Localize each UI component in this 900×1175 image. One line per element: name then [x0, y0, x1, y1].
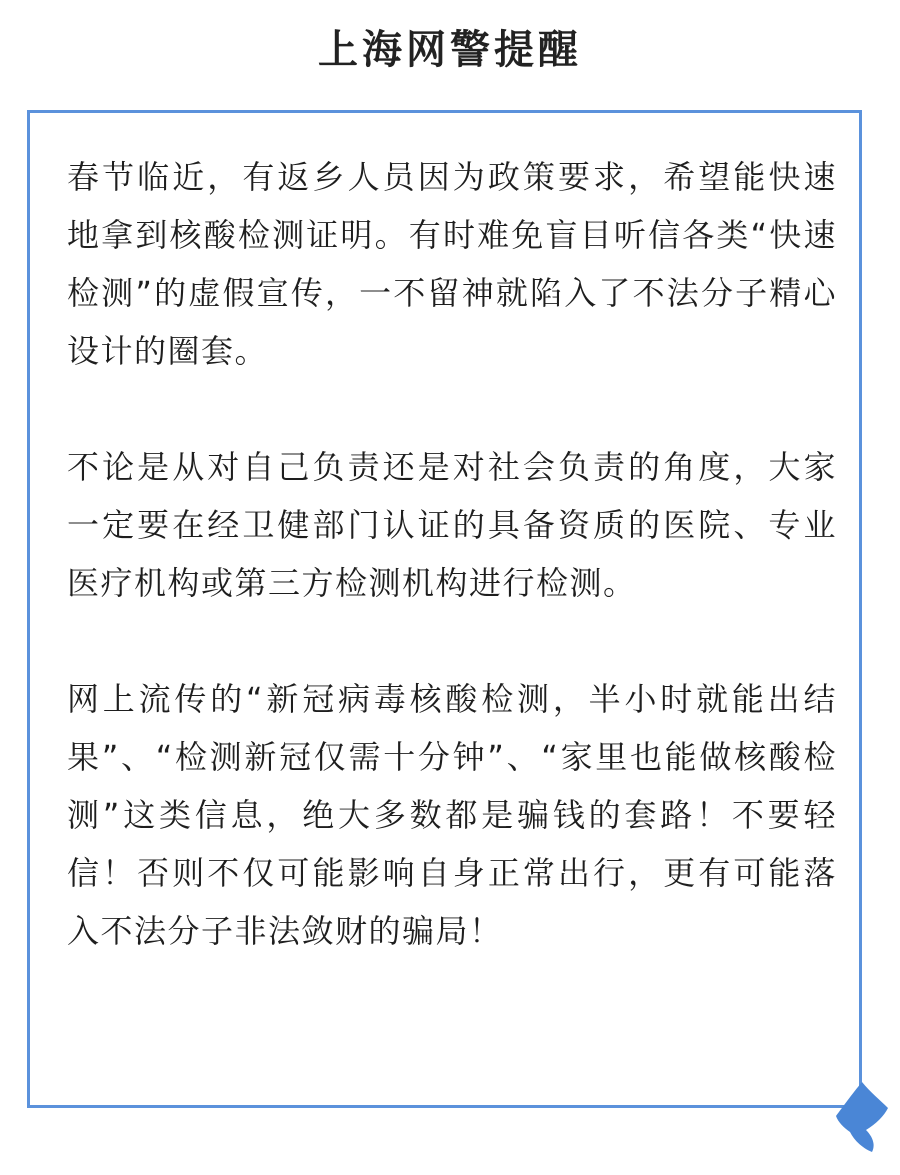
paragraph-2: 不论是从对自己负责还是对社会负责的角度，大家一定要在经卫健部门认证的具备资质的医院、专业医疗机构或第三方检测机构进行检测。: [67, 448, 837, 602]
page-title: 上海网警提醒: [318, 27, 582, 73]
paragraph-3: 网上流传的“新冠病毒核酸检测，半小时就能出结果”、“检测新冠仅需十分钟”、“家里也能做核酸检测”这类信息，绝大多数都是骗钱的套路！不要轻信！否则不仅可能影响自身正常出行，更有可能落入不法分子非法敛财的骗局！: [67, 680, 837, 950]
notice-body: [67, 148, 837, 960]
paragraph-1: 春节临近，有返乡人员因为政策要求，希望能快速地拿到核酸检测证明。有时难免盲目听信各类“快速检测”的虚假宣传，一不留神就陷入了不法分子精心设计的圈套。: [67, 158, 837, 370]
corner-brush-icon: [832, 1078, 892, 1158]
